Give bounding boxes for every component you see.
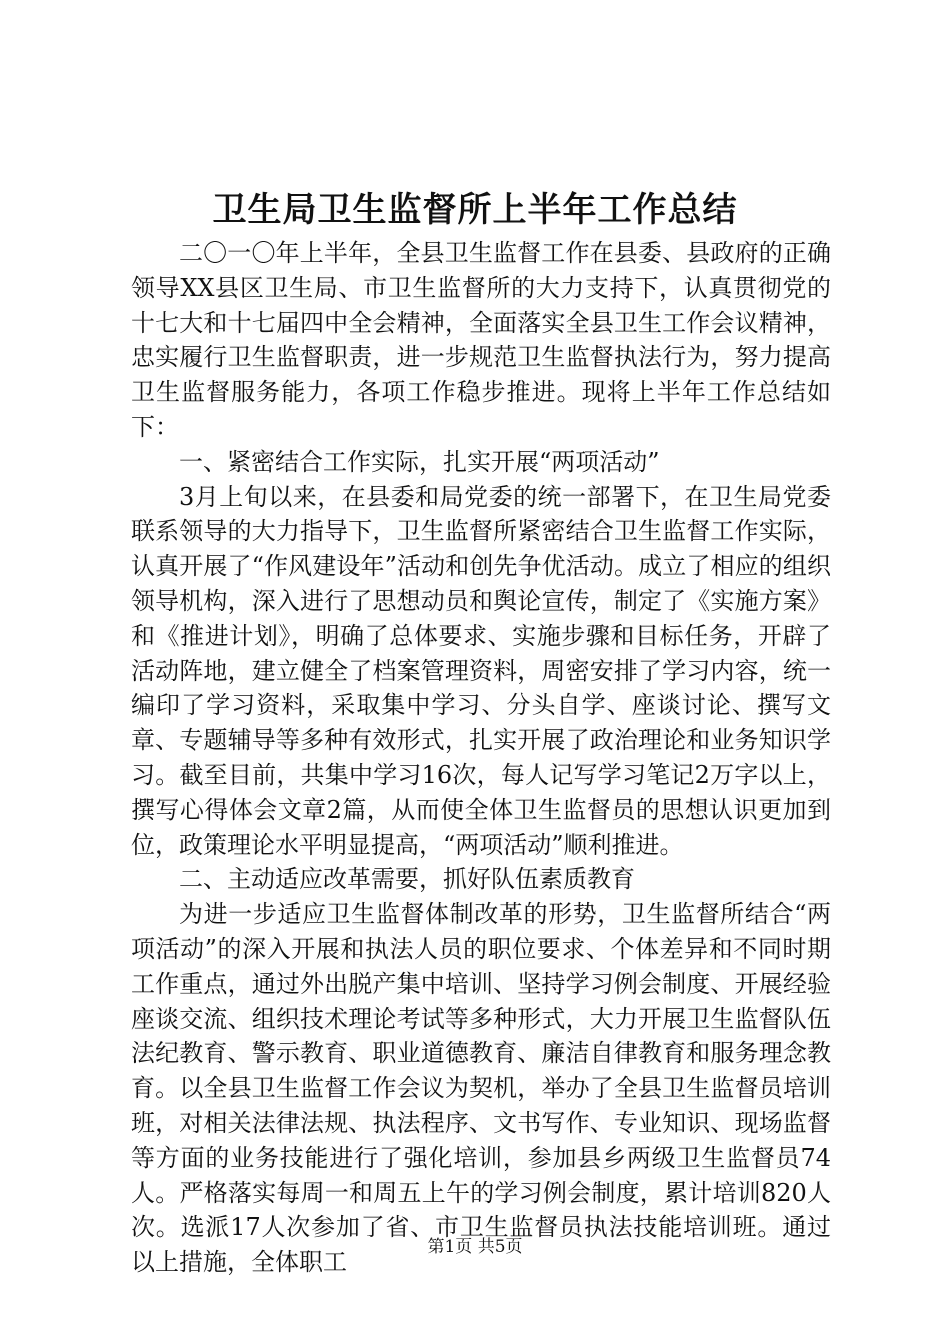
document-title: 卫生局卫生监督所上半年工作总结 xyxy=(212,190,738,230)
intro-paragraph: 二〇一〇年上半年，全县卫生监督工作在县委、县政府的正确领导XX县区卫生局、市卫生监督所的大力支持下，认真贯彻党的十七大和十七届四中全会精神，全面落实全县卫生工作会议精神，忠实履行卫生监督职责，进一步规范卫生监督执法行为，努力提高卫生监督服务能力，各项工作稳步推进。现将上半年工作总结如下： xyxy=(131,239,831,441)
section-heading-2: 二、主动适应改革需要，抓好队伍素质教育 xyxy=(179,865,635,894)
section-paragraph-2: 为进一步适应卫生监督体制改革的形势，卫生监督所结合“两项活动”的深入开展和执法人员的职位要求、个体差异和不同时期工作重点，通过外出脱产集中培训、坚持学习例会制度、开展经验座谈交流、组织技术理论考试等多种形式，大力开展卫生监督队伍法纪教育、警示教育、职业道德教育、廉洁自律教育和服务理念教育。以全县卫生监督工作会议为契机，举办了全县卫生监督员培训班，对相关法律法规、执法程序、文书写作、专业知识、现场监督等方面的业务技能进行了强化培训，参加县乡两级卫生监督员74人。严格落实每周一和周五上午的学习例会制度，累计培训820人次。选派17人次参加了省、市卫生监督员执法技能培训班。通过以上措施，全体职工 xyxy=(131,900,831,1277)
section-paragraph-1: 3月上旬以来，在县委和局党委的统一部署下，在卫生局党委联系领导的大力指导下，卫生监督所紧密结合卫生监督工作实际，认真开展了“作风建设年”活动和创先争优活动。成立了相应的组织领导机构，深入进行了思想动员和舆论宣传，制定了《实施方案》和《推进计划》，明确了总体要求、实施步骤和目标任务，开辟了活动阵地，建立健全了档案管理资料，周密安排了学习内容，统一编印了学习资料，采取集中学习、分头自学、座谈讨论、撰写文章、专题辅导等多种有效形式，扎实开展了政治理论和业务知识学习。截至目前，共集中学习16次，每人记写学习笔记2万字以上，撰写心得体会文章2篇，从而使全体卫生监督员的思想认识更加到位，政策理论水平明显提高，“两项活动”顺利推进。 xyxy=(131,482,831,859)
section-heading-1: 一、紧密结合工作实际，扎实开展“两项活动” xyxy=(179,447,660,476)
page-number-footer: 第1页 共5页 xyxy=(427,1237,523,1257)
document-body xyxy=(131,236,831,1280)
